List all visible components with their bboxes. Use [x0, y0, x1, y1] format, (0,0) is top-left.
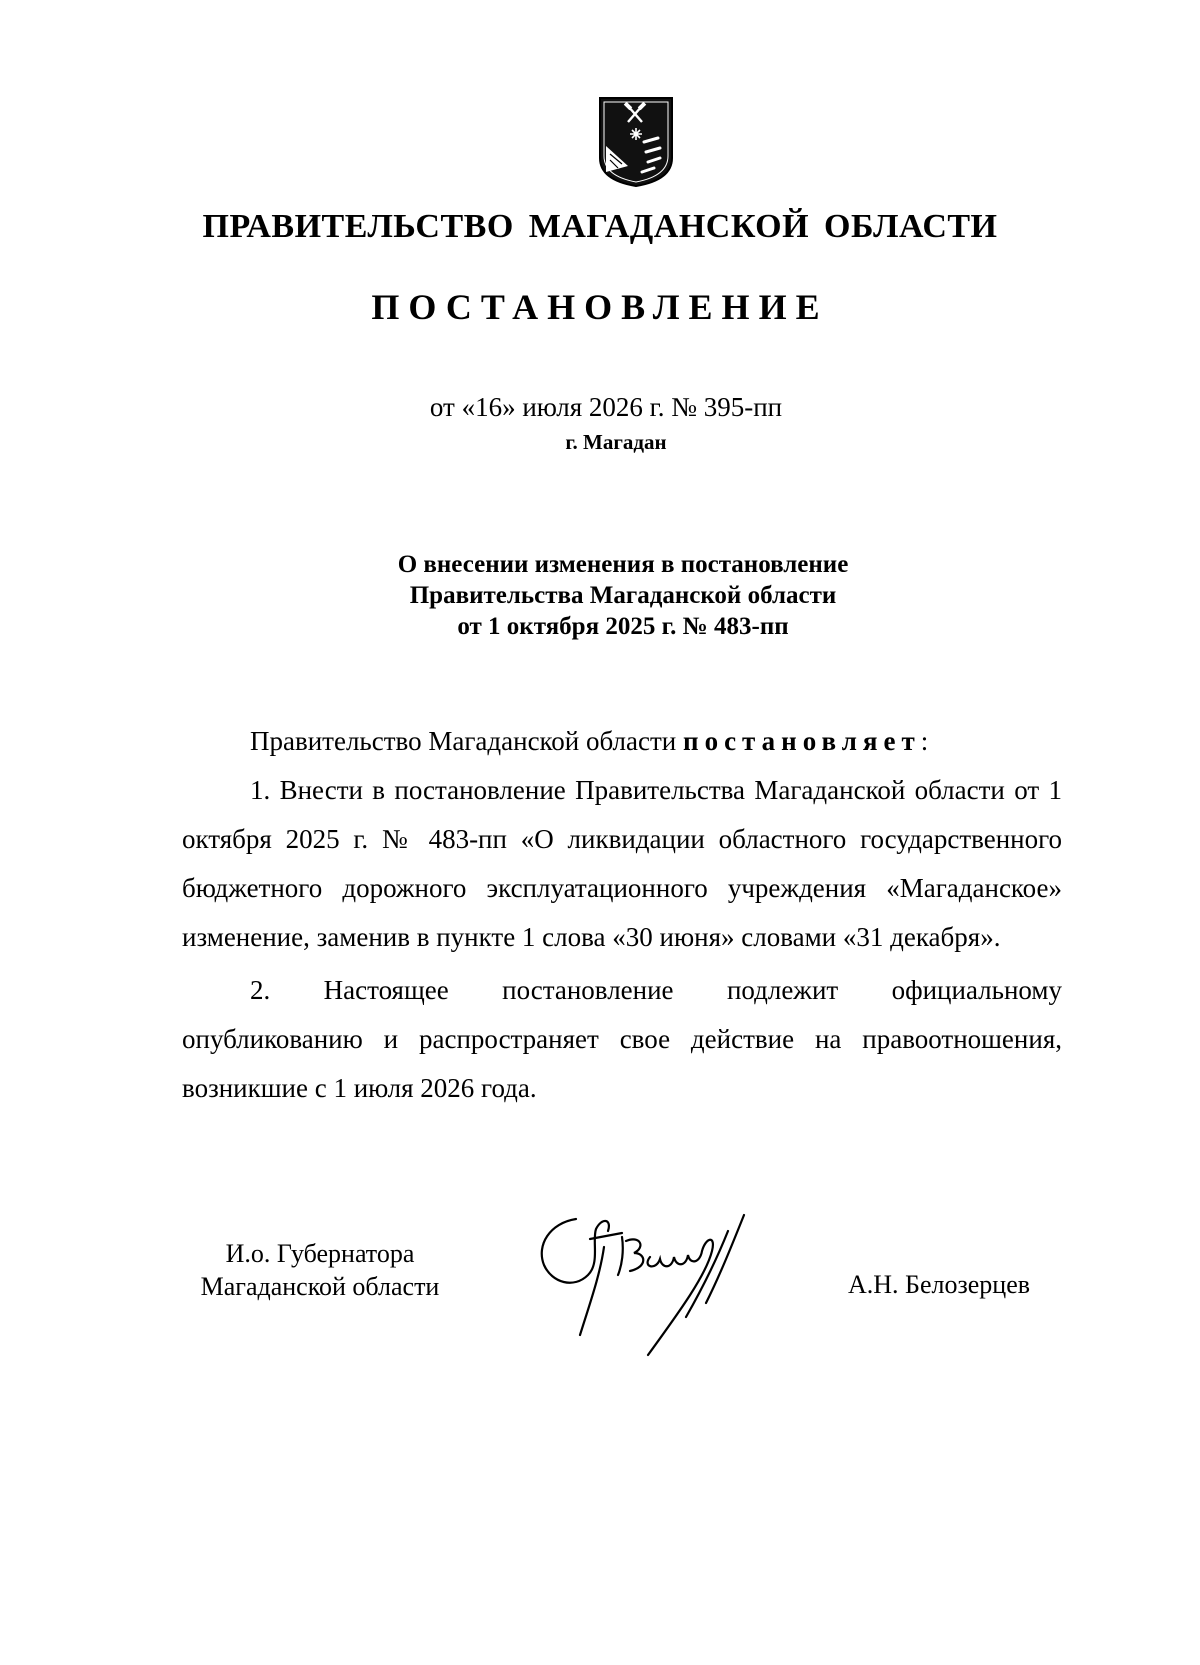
- signer-position: [180, 1237, 460, 1303]
- signer-position-line: Магаданской области: [200, 1272, 440, 1301]
- city-line: г. Магадан: [565, 430, 667, 454]
- signer-name: А.Н. Белозерцев: [848, 1270, 1031, 1299]
- document-subject: [0, 549, 1200, 642]
- document-body: [182, 717, 1062, 1113]
- coat-of-arms-icon: [598, 96, 674, 188]
- intro-emphasis: постановляет: [683, 726, 921, 756]
- date-number-line: от «16» июля 2026 г. № 395-пп: [429, 392, 783, 422]
- intro-paragraph: [182, 717, 1062, 766]
- intro-text: Правительство Магаданской области: [250, 726, 684, 756]
- document-type-heading: ПОСТАНОВЛЕНИЕ: [371, 287, 829, 327]
- subject-line: О внесении изменения в постановление: [397, 551, 849, 578]
- signer-position-line: И.о. Губернатора: [225, 1239, 415, 1268]
- subject-line: Правительства Магаданской области: [409, 582, 837, 609]
- organization-title: ПРАВИТЕЛЬСТВО МАГАДАНСКОЙ ОБЛАСТИ: [202, 208, 998, 245]
- intro-colon: :: [920, 726, 929, 756]
- handwritten-signature: [530, 1205, 780, 1365]
- paragraph-item-2: 2. Настоящее постановление подлежит официальному опубликованию и распространяет свое действие на правоотношения, возникшие с 1 июля 2026 года.: [182, 975, 1062, 1103]
- subject-line: от 1 октября 2025 г. № 483-пп: [457, 613, 789, 640]
- paragraph-item-1: 1. Внести в постановление Правительства Магаданской области от 1 октября 2025 г. № 483-пп «О ликвидации областного государственного бюджетного дорожного эксплуатационного учреждения «Магаданское» изменение, заменив в пункте 1 слова «30 июня» словами «31 декабря».: [182, 775, 1062, 952]
